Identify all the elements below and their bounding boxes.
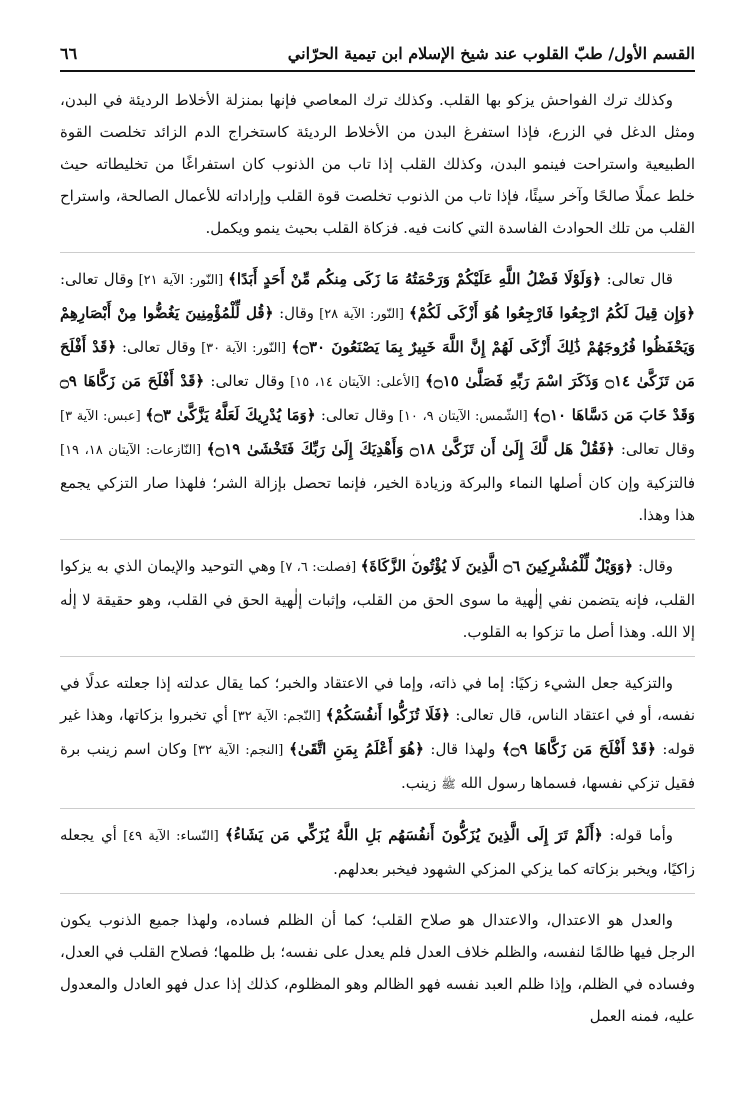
prose-text: وقال: [273, 304, 315, 322]
page-header [60, 36, 695, 72]
paragraph-1: وكذلك ترك الفواحش يزكو بها القلب. وكذلك ترك المعاصي فإنها بمنزلة الأخلاط الرديئة في البدن، ومثل الدغل في الزرع، فإذا استفرغ البدن من الأخلاط الرديئة كاستخراج الدم الزائد تخلصت القوة الطبيعية واستراحت فينمو البدن، وكذلك القلب إذا تاب من الذنوب كان استفراغًا من تخليطاته حيث خلط عملًا صالحًا وآخر سيئًا، فإذا تاب من الذنوب تخلصت قوة القلب وإراداته للأعمال الصالحة، واستراح القلب من تلك الحوادث الفاسدة التي كانت فيه. فزكاة القلب بحيث ينمو ويكمل. [60, 91, 695, 237]
quran-verse: ﴿فَلَا تُزَكُّوا أَنفُسَكُمْ﴾ [325, 706, 451, 724]
verse-reference: [النّور: الآية ٣٠] [195, 341, 292, 356]
verse-reference: [النّازعات: الآيتان ١٨، ١٩] [60, 443, 207, 458]
quran-verse: ﴿قَدْ أَفْلَحَ مَن زَكَّاهَا ۝٩ وَقَدْ خَابَ مَن دَسَّاهَا ۝١٠﴾ [60, 372, 695, 424]
honorific-symbol: ﷺ [441, 777, 456, 791]
prose-text: فالتزكية وإن كان أصلها النماء والبركة وزيادة الخير، فإنما تحصل بإزالة الشر؛ فلهذا صار التزكي يجمع هذا وهذا. [60, 474, 695, 524]
paragraph-3 [60, 550, 695, 648]
quran-verse: ﴿قَدْ أَفْلَحَ مَن زَكَّاهَا ۝٩﴾ [501, 740, 656, 758]
prose-text: وأما قوله: [602, 826, 673, 844]
quran-verse: ﴿وَإِن قِيلَ لَكُمُ ارْجِعُوا فَارْجِعُوا هُوَ أَزْكَى لَكُمْ﴾ [409, 304, 695, 322]
paragraph-divider [60, 656, 695, 657]
verse-reference: [عبس: الآية ٣] [60, 409, 146, 424]
paragraph-6: والعدل هو الاعتدال، والاعتدال هو صلاح القلب؛ كما أن الظلم فساده، ولهذا جميع الذنوب يكون الرجل فيها ظالمًا لنفسه، والظلم خلاف العدل فلم يعدل على نفسه؛ بل ظلمها؛ فصلاح القلب في العدل، وفساده في الظلم، وإذا ظلم العبد نفسه فهو الظالم وهو المظلوم، كذلك إذا عدل فهو العادل والمعدول عليه، فمنه العمل [60, 911, 695, 1025]
quran-verse: ﴿قُل لِّلْمُؤْمِنِينَ يَغُضُّوا مِنْ أَبْصَارِهِمْ وَيَحْفَظُوا فُرُوجَهُمْ ذَٰلِكَ أَزْكَى لَهُمْ إِنَّ اللَّهَ خَبِيرٌ بِمَا يَصْنَعُونَ ۝٣٠﴾ [60, 304, 696, 356]
prose-text: أي تخبروا بزكاتها، وهذا غير قوله: [60, 706, 695, 758]
prose-text: زينب. [400, 774, 442, 792]
prose-text: وقال تعالى: [60, 270, 134, 288]
prose-text: والتزكية جعل الشيء زكيًا: إما في ذاته، وإما في الاعتقاد والخبر؛ كما يقال عدلته إذا جعلته عدلًا في نفسه، أو في اعتقاد الناس، قال تعالى: [60, 674, 695, 724]
prose-text: وكان اسم زينب برة فقيل تزكي نفسها، فسماها رسول الله [60, 740, 695, 792]
verse-reference: [النّور: الآية ٢٨] [314, 307, 410, 322]
prose-text: أي يجعله زاكيًا، ويخبر بزكاته كما يزكي المزكي الشهود فيخبر بعدلهم. [60, 826, 695, 878]
paragraph-divider [60, 539, 695, 540]
verse-reference: [النّور: الآية ٢١] [133, 273, 229, 288]
paragraph-5 [60, 819, 695, 885]
prose-text: وقال تعالى: [204, 372, 285, 390]
paragraph-2 [60, 263, 695, 531]
quran-verse: ﴿أَلَمْ تَرَ إِلَى الَّذِينَ يُزَكُّونَ أَنفُسَهُم بَلِ اللَّهُ يُزَكِّي مَن يَشَاءُ﴾ [224, 826, 603, 844]
stray-mark: ، [412, 548, 416, 559]
paragraph-divider [60, 808, 695, 809]
quran-verse: ﴿وَمَا يُدْرِيكَ لَعَلَّهُ يَزَّكَّىٰ ۝٣﴾ [145, 406, 316, 424]
prose-text: وهي التوحيد والإيمان الذي به يزكوا القلب، فإنه يتضمن نفي إلٰهية ما سوى الحق من القلب، وإثبات إلٰهية الحق في القلب، وهو حقيقة لا إلٰه إلا الله. وهذا أصل ما تزكوا به القلوب. [60, 557, 695, 641]
verse-reference: [الشّمس: الآيتان ٩، ١٠] [394, 409, 533, 424]
prose-text: وقال تعالى: [315, 406, 395, 424]
prose-text: وقال تعالى: [116, 338, 196, 356]
quran-verse: ﴿وَلَوْلَا فَضْلُ اللَّهِ عَلَيْكُمْ وَرَحْمَتُهُ مَا زَكَى مِنكُم مِّنْ أَحَدٍ أَبَدًا﴾ [228, 270, 601, 288]
prose-text: قال تعالى: [601, 270, 673, 288]
verse-reference: [فصلت: ٦، ٧] [275, 560, 361, 575]
quran-verse: ﴿فَقُلْ هَل لَّكَ إِلَىٰ أَن تَزَكَّىٰ ۝١٨ وَأَهْدِيَكَ إِلَىٰ رَبِّكَ فَتَخْشَىٰ ۝١٩﴾ [206, 440, 615, 458]
verse-reference: [الأعلى: الآيتان ١٤، ١٥] [284, 375, 426, 390]
page-number: ٦٦ [60, 43, 78, 63]
prose-text: وقال: [633, 557, 673, 575]
paragraph-divider [60, 893, 695, 894]
paragraph-divider [60, 252, 695, 253]
paragraph-4 [60, 667, 695, 800]
quran-verse: ﴿قَدْ أَفْلَحَ مَن تَزَكَّىٰ ۝١٤ وَذَكَرَ اسْمَ رَبِّهِ فَصَلَّىٰ ۝١٥﴾ [60, 338, 695, 390]
quran-verse: ﴿هُوَ أَعْلَمُ بِمَنِ اتَّقَىٰ﴾ [289, 740, 424, 758]
prose-text: ولهذا قال: [423, 740, 502, 758]
verse-reference: [النجم: الآية ٣٢] [187, 743, 290, 758]
prose-text: وقال تعالى: [614, 440, 696, 458]
page-body [60, 84, 695, 1081]
quran-verse: ﴿وَوَيْلٌ لِّلْمُشْرِكِينَ ۝٦ الَّذِينَ لَا يُؤْتُونَ الزَّكَاةَ﴾ [360, 557, 634, 575]
verse-reference: [النّجم: الآية ٣٢] [227, 709, 326, 724]
running-title: القسم الأول/ طبّ القلوب عند شيخ الإسلام ابن تيمية الحرّاني [287, 43, 695, 63]
verse-reference: [النّساء: الآية ٤٩] [116, 829, 225, 844]
